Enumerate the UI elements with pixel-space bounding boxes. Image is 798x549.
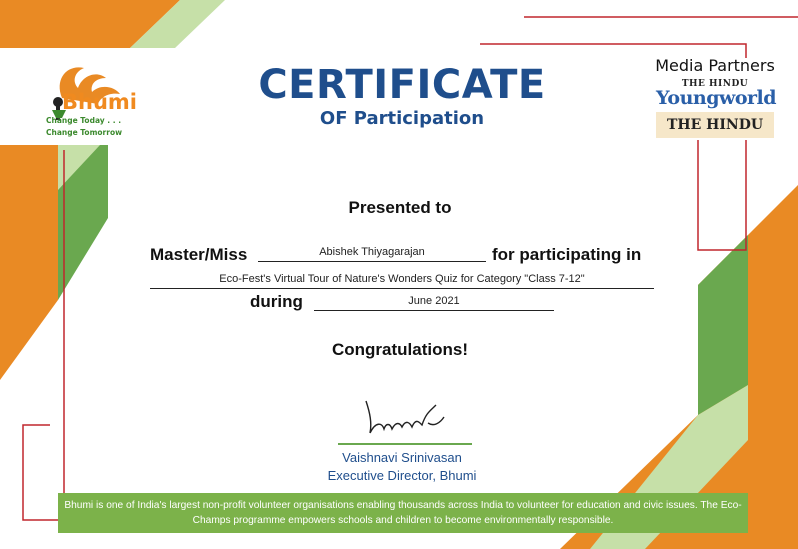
footer-note: Bhumi is one of India's largest non-profit volunteer organisations enabling thousands across India to volunteer for education and civic issues. The Eco-Champs programme empowers schools and children to become environmentally responsible.: [58, 493, 748, 533]
during-label: during: [250, 292, 303, 311]
young-world-logo-top: THE HINDU: [681, 79, 749, 89]
event-date: June 2021: [314, 292, 554, 311]
logo-name: Bhumi: [62, 90, 137, 114]
congratulations: Congratulations!: [332, 340, 468, 359]
signer-role: Executive Director, Bhumi: [327, 468, 477, 483]
red-line-right: [698, 140, 746, 250]
presented-to: Presented to: [348, 198, 452, 217]
the-hindu-logo: THE HINDU: [656, 112, 774, 138]
logo-tagline-2: Change Tomorrow: [46, 128, 123, 137]
master-miss-label: Master/Miss: [150, 245, 248, 264]
recipient-name: Abishek Thiyagarajan: [258, 243, 486, 262]
media-partners-title: Media Partners: [655, 56, 775, 75]
signature-line: [338, 443, 472, 445]
signature-icon: [356, 393, 452, 439]
event-name: Eco-Fest's Virtual Tour of Nature's Wonders Quiz for Category "Class 7-12": [150, 270, 654, 289]
certificate-title: CERTIFICATE: [258, 62, 546, 108]
right-green-band: [698, 235, 748, 415]
for-participating-label: for participating in: [492, 245, 642, 264]
certificate-subtitle: OF Participation: [319, 108, 485, 129]
young-world-logo-b: world: [719, 87, 777, 109]
signer-name: Vaishnavi Srinivasan: [342, 450, 462, 465]
young-world-logo: [656, 79, 777, 109]
young-world-logo-a: Young: [656, 87, 719, 109]
logo-tagline-1: Change Today . . .: [46, 116, 122, 125]
